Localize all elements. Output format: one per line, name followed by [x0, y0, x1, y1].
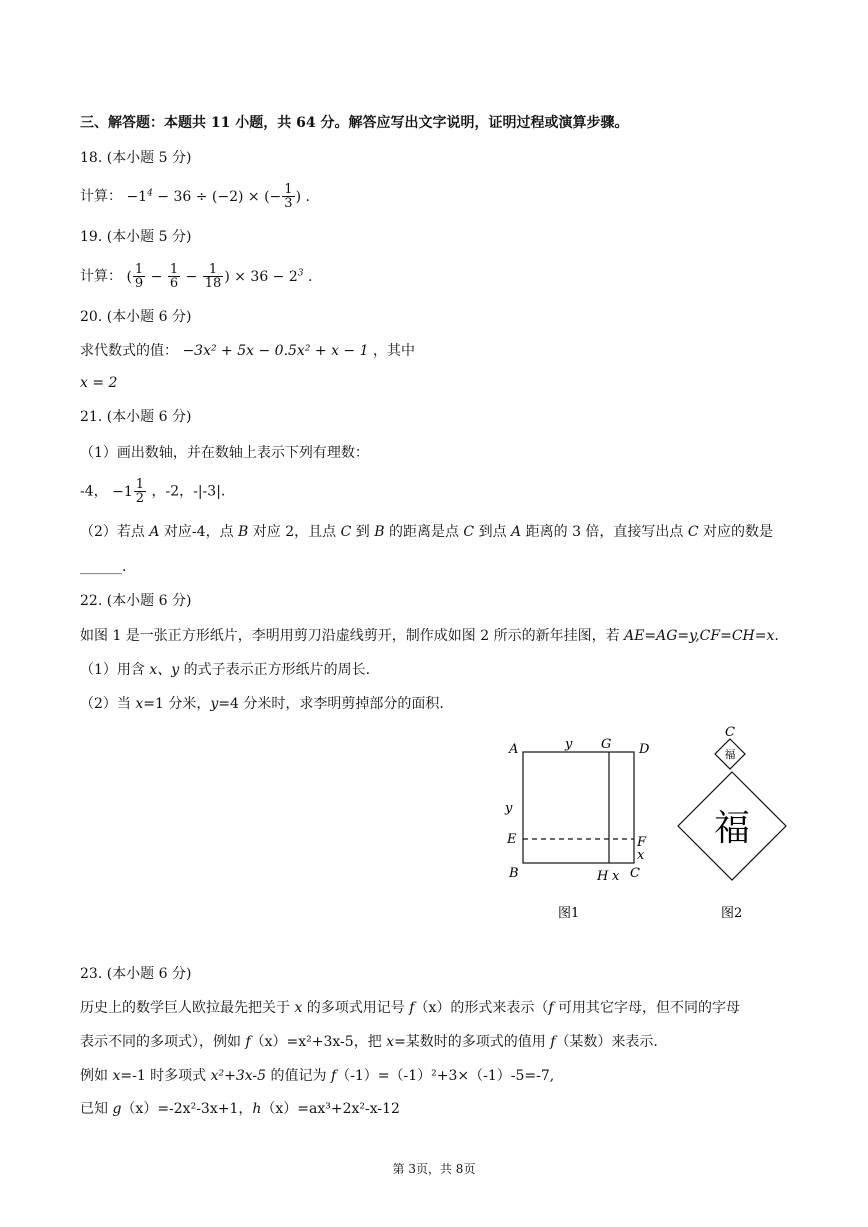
label-y-left: y — [505, 801, 513, 816]
figure1-square — [523, 752, 634, 863]
q22-intro: 如图 1 是一张正方形纸片，李明用剪刀沿虚线剪开，制作成如图 2 所示的新年挂图，若 AE=AG=y,CF=CH=x. — [80, 628, 779, 644]
label-C-bottom: C — [630, 866, 640, 881]
q23-header: 23. (本小题 6 分) — [80, 966, 192, 982]
label-E: E — [507, 832, 517, 847]
q23-para3: 例如 x=-1 时多项式 x²+3x-5 的值记为 f（-1）=（-1）²+3×（-1）-5=-7, — [80, 1068, 555, 1084]
caption-figure2: 图2 — [721, 906, 743, 921]
q19-body — [80, 263, 312, 290]
label-x-right: x — [637, 848, 645, 863]
label-F: F — [637, 835, 647, 850]
q20-condition: x = 2 — [80, 375, 118, 391]
q18-body — [80, 183, 310, 210]
q19-prefix: 计算： — [80, 268, 122, 285]
label-x-bottom: x — [612, 869, 620, 884]
q20-suffix: ，其中 — [372, 343, 415, 359]
q20-prefix: 求代数式的值： — [80, 343, 178, 359]
q21-numbers: -4， −1 $\frac{1}{2}$ ，-2，-|-3|. — [80, 477, 226, 506]
q20-body — [80, 341, 415, 361]
q21-answer-blank: ______. — [80, 559, 127, 575]
label-C-top: C — [725, 725, 735, 740]
label-A: A — [509, 742, 519, 757]
label-G: G — [601, 737, 612, 752]
q18-header: 18. (本小题 5 分) — [80, 150, 192, 166]
fu-small-text: 福 — [724, 748, 736, 761]
q20-expression: −3x² + 5x − 0.5x² + x − 1 — [182, 343, 369, 359]
q22-part2: （2）当 x=1 分米，y=4 分米时，求李明剪掉部分的面积. — [80, 696, 444, 712]
q18-prefix: 计算： — [80, 188, 122, 205]
q19-header: 19. (本小题 5 分) — [80, 229, 192, 245]
label-H: H — [597, 869, 609, 884]
q18-fraction: $\frac{1}{3}$ — [284, 182, 293, 211]
label-y-top: y — [565, 737, 573, 752]
fu-large-text: 福 — [713, 808, 751, 849]
q18-expression: $-1^4 - 36 \div (-2)$ × (− $\frac{1}{3}$ ) . — [126, 182, 310, 211]
q21-header: 21. (本小题 6 分) — [80, 409, 192, 425]
q22-figures — [495, 720, 795, 925]
section-heading: 三、解答题：本题共 11 小题，共 64 分。解答应写出文字说明，证明过程或演算步骤。 — [80, 115, 629, 131]
q22-header: 22. (本小题 6 分) — [80, 593, 192, 609]
q23-para1: 历史上的数学巨人欧拉最先把关于 x 的多项式用记号 f（x）的形式来表示（f 可用其它字母，但不同的字母 — [80, 1000, 740, 1016]
q22-part1: （1）用含 x、y 的式子表示正方形纸片的周长. — [80, 662, 371, 678]
q23-para4: 已知 g（x）=-2x²-3x+1，h（x）=ax³+2x²-x-12 — [80, 1101, 400, 1117]
caption-figure1: 图1 — [558, 906, 580, 921]
label-D: D — [639, 742, 650, 757]
q21-part1: （1）画出数轴，并在数轴上表示下列有理数： — [80, 445, 369, 461]
q23-para2: 表示不同的多项式），例如 f（x）=x²+3x-5，把 x=某数时的多项式的值用 f（某数）来表示. — [80, 1034, 658, 1050]
q19-expression: ( $\frac{1}{9}$ − $\frac{1}{6}$ − $\frac{1}{18}$ ) × $36 - 2^3$ . — [126, 262, 313, 291]
q21-part2: （2）若点 A 对应-4，点 B 对应 2，且点 C 到 B 的距离是点 C 到点 A 距离的 3 倍，直接写出点 C 对应的数是 — [80, 524, 774, 540]
label-B: B — [509, 866, 519, 881]
q20-header: 20. (本小题 6 分) — [80, 309, 192, 325]
page-footer: 第 3页，共 8页 — [392, 1162, 476, 1176]
